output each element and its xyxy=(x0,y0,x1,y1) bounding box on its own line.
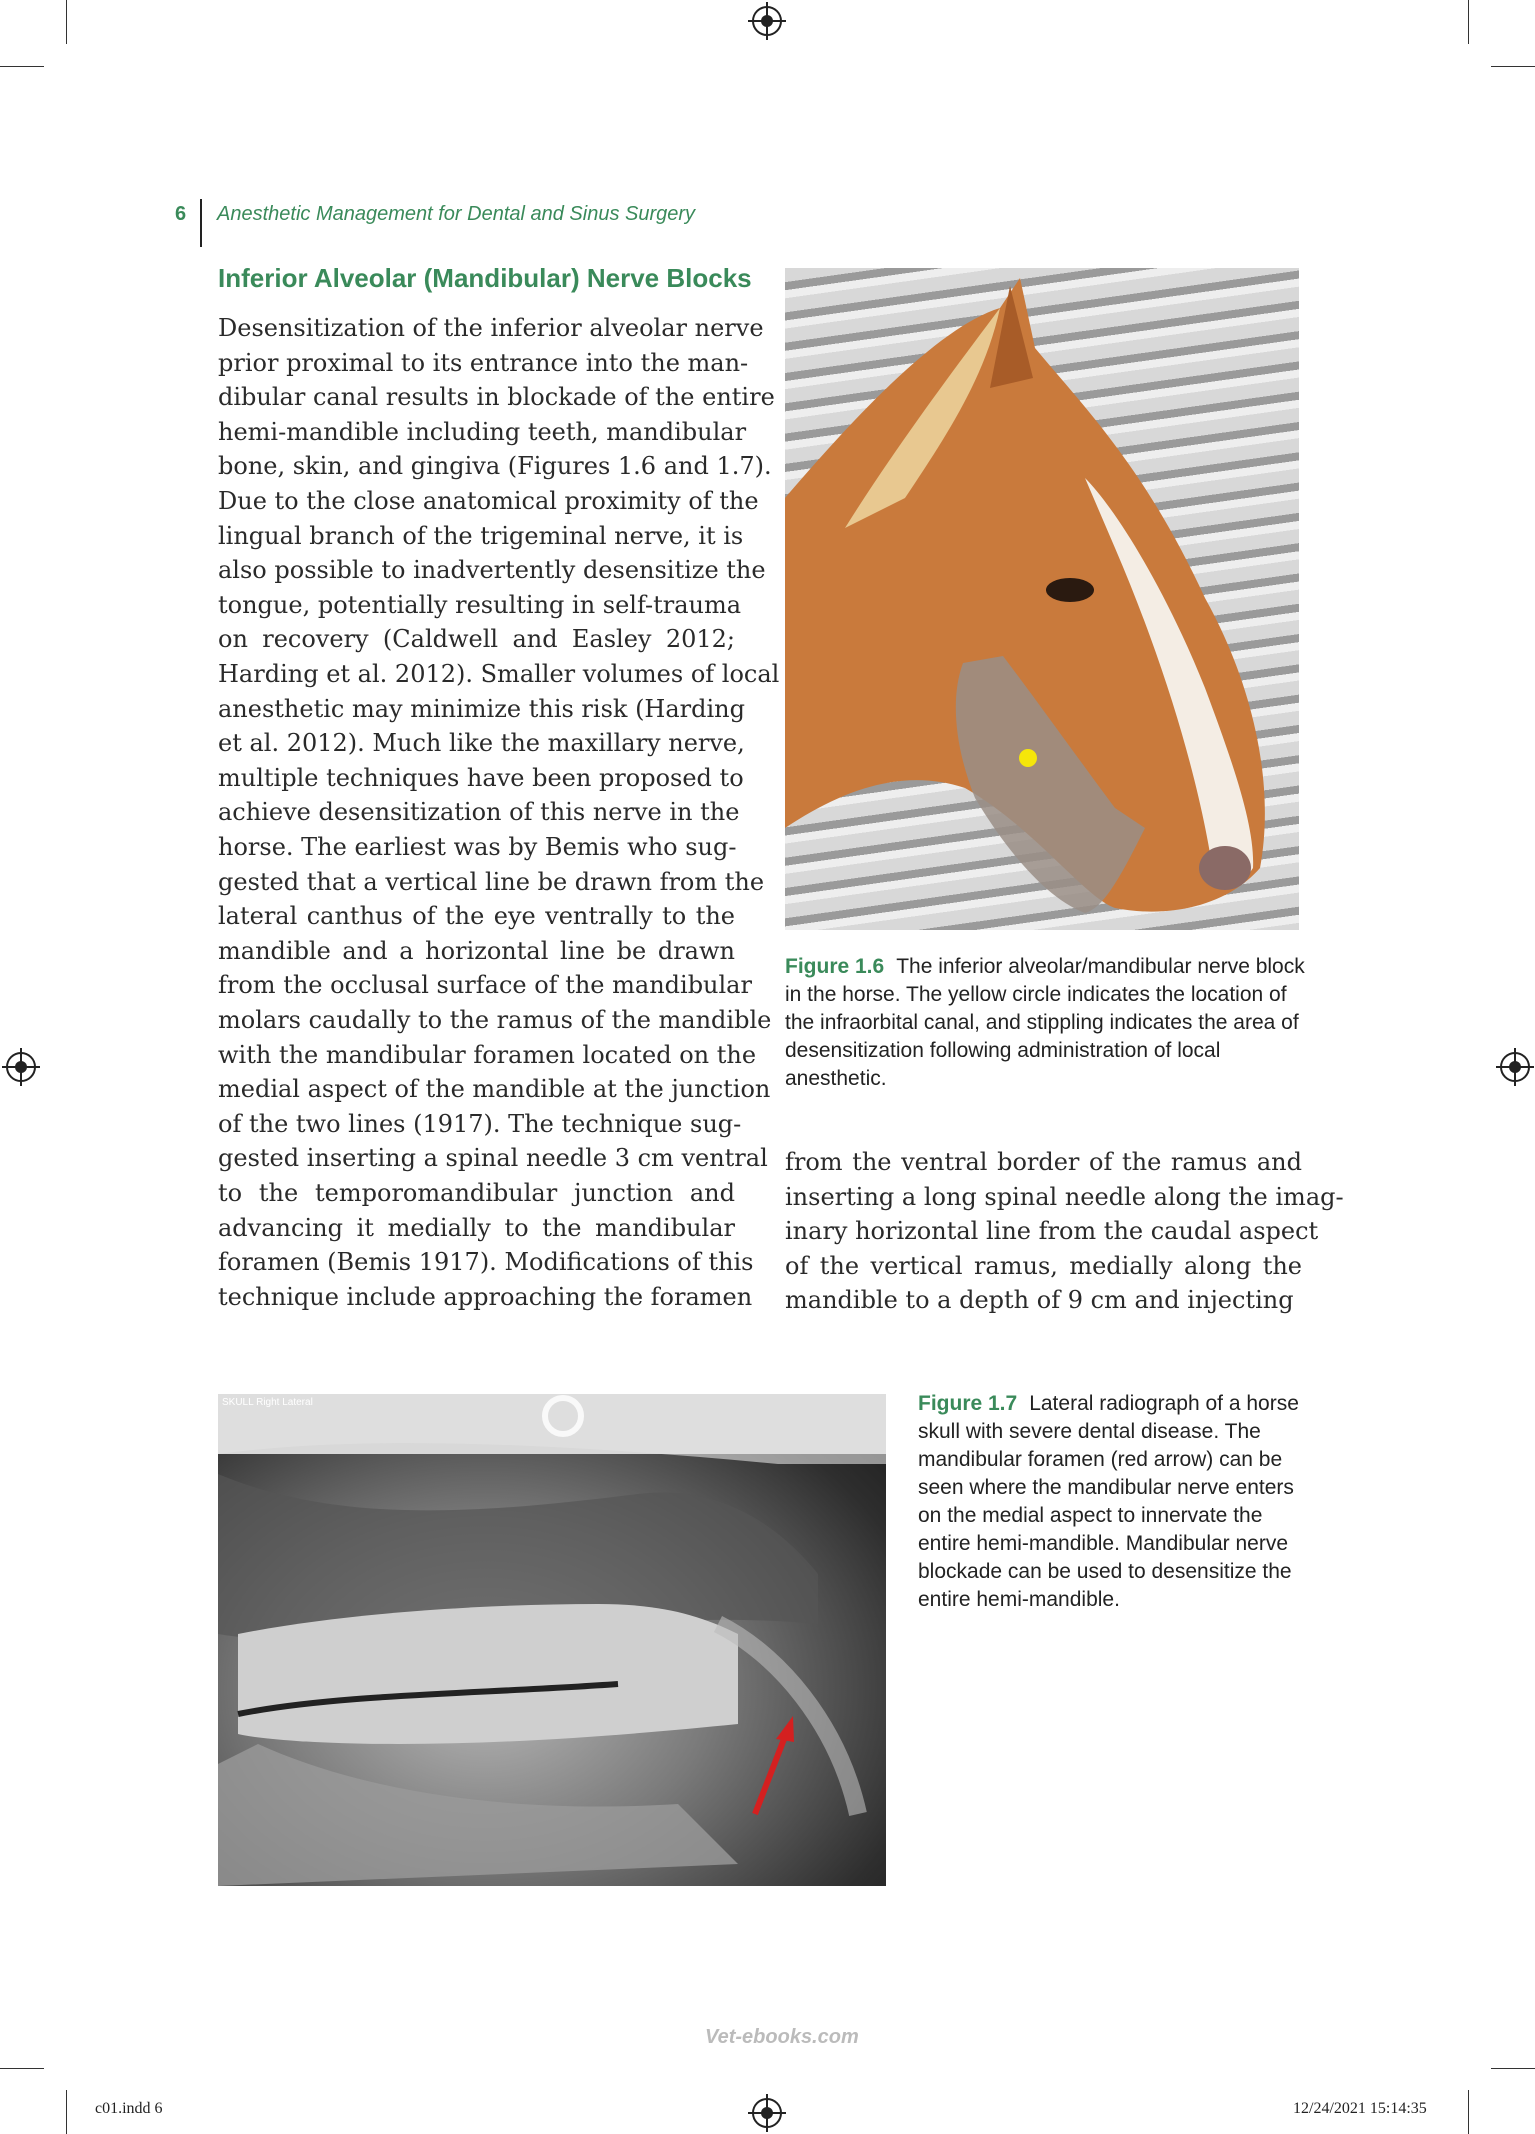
body-text-line: inserting a long spinal needle along the imag- xyxy=(785,1182,1344,1211)
figure-1-6-caption xyxy=(785,953,1305,1093)
body-text-line: Due to the close anatomical proximity of the xyxy=(218,487,759,515)
body-text-line: medial aspect of the mandible at the junction xyxy=(218,1075,771,1104)
body-text-line: foramen (Bemis 1917). Modifications of this xyxy=(218,1248,754,1277)
body-text-line: lateral canthus of the eye ventrally to the xyxy=(218,902,735,931)
figure-label: Figure 1.6 xyxy=(785,955,885,978)
body-text-line: to the temporomandibular junction and xyxy=(218,1179,735,1207)
body-text-line: mandible and a horizontal line be drawn xyxy=(218,936,735,965)
figure-label: Figure 1.7 xyxy=(918,1392,1018,1415)
body-text-line: et al. 2012). Much like the maxillary nerve, xyxy=(218,729,745,758)
body-text-line: multiple techniques have been proposed to xyxy=(218,763,744,792)
registration-mark-icon xyxy=(1500,1052,1530,1082)
body-text-line: also possible to inadvertently desensitize the xyxy=(218,556,766,585)
caption-text: Lateral radiograph of a horse skull with severe dental disease. The mandibular foramen (red arrow) can be seen where the mandibular nerve enters on the medial aspect to innervate the entire hemi-mandible. Mandibular nerve blockade can be used to desensitize the entire hemi-mandible. xyxy=(918,1392,1299,1611)
body-text-line: from the ventral border of the ramus and xyxy=(785,1148,1302,1176)
red-arrow-icon xyxy=(755,1734,786,1814)
body-text-line: anesthetic may minimize this risk (Harding xyxy=(218,694,746,723)
body-text-line: on recovery (Caldwell and Easley 2012; xyxy=(218,625,735,654)
body-text-line: prior proximal to its entrance into the man- xyxy=(218,348,749,377)
figure-1-6-horse-photo xyxy=(785,268,1299,930)
registration-mark-icon xyxy=(752,2098,782,2128)
crop-mark xyxy=(0,2068,44,2069)
page-number: 6 xyxy=(175,203,187,225)
slug-filename: c01.indd 6 xyxy=(95,2100,163,2117)
body-text-line: with the mandibular foramen located on the xyxy=(218,1040,757,1069)
registration-mark-icon xyxy=(6,1052,36,1082)
slug-timestamp: 12/24/2021 15:14:35 xyxy=(1293,2100,1427,2117)
section-heading: Inferior Alveolar (Mandibular) Nerve Blocks xyxy=(218,263,752,293)
radiograph-label: SKULL Right Lateral xyxy=(222,1397,313,1408)
infraorbital-marker xyxy=(1019,749,1037,767)
body-text-line: lingual branch of the trigeminal nerve, it is xyxy=(218,521,744,550)
body-text-line: Harding et al. 2012). Smaller volumes of local xyxy=(218,660,780,688)
crop-mark xyxy=(1491,2068,1535,2069)
body-text-line: advancing it medially to the mandibular xyxy=(218,1213,735,1242)
body-text-line: technique include approaching the foramen xyxy=(218,1282,753,1311)
horse-head-illustration xyxy=(785,268,1299,930)
crop-mark xyxy=(66,2090,67,2134)
body-text-line: Desensitization of the inferior alveolar nerve xyxy=(218,314,764,342)
crop-mark xyxy=(1468,2090,1469,2134)
body-text-line: of the two lines (1917). The technique sug- xyxy=(218,1109,742,1138)
body-text-line: from the occlusal surface of the mandibular xyxy=(218,971,752,1000)
body-text-line: gested that a vertical line be drawn from the xyxy=(218,867,765,896)
skull-radiograph-illustration xyxy=(218,1394,886,1886)
running-title: Anesthetic Management for Dental and Sinus Surgery xyxy=(217,203,696,225)
figure-1-7-caption xyxy=(918,1390,1308,1614)
header-divider xyxy=(200,199,202,247)
body-text-line: bone, skin, and gingiva (Figures 1.6 and 1.7). xyxy=(218,452,772,481)
body-text-line: dibular canal results in blockade of the entire xyxy=(218,383,775,412)
caption-text: The inferior alveolar/mandibular nerve block in the horse. The yellow circle indicates the location of the infraorbital canal, and stippling indicates the area of desensitization following administration of local anesthetic. xyxy=(785,955,1305,1090)
body-text-line: hemi-mandible including teeth, mandibular xyxy=(218,417,747,446)
crop-mark xyxy=(1468,0,1469,44)
crop-mark xyxy=(66,0,67,44)
body-text-line: tongue, potentially resulting in self-trauma xyxy=(218,590,742,619)
registration-mark-icon xyxy=(752,6,782,36)
body-text-line: horse. The earliest was by Bemis who sug- xyxy=(218,833,737,861)
body-text-line: gested inserting a spinal needle 3 cm ventral xyxy=(218,1144,768,1173)
body-text-line: achieve desensitization of this nerve in the xyxy=(218,798,740,827)
figure-1-7-radiograph xyxy=(218,1394,886,1886)
body-text-line: of the vertical ramus, medially along the xyxy=(785,1251,1302,1280)
body-text-line: mandible to a depth of 9 cm and injecting xyxy=(785,1286,1294,1315)
crop-mark xyxy=(0,66,44,67)
crop-mark xyxy=(1491,66,1535,67)
watermark-logo: Vet-ebooks.com xyxy=(705,2026,859,2048)
body-text-line: molars caudally to the ramus of the mandible xyxy=(218,1006,772,1034)
body-text-line: inary horizontal line from the caudal aspect xyxy=(785,1217,1319,1246)
